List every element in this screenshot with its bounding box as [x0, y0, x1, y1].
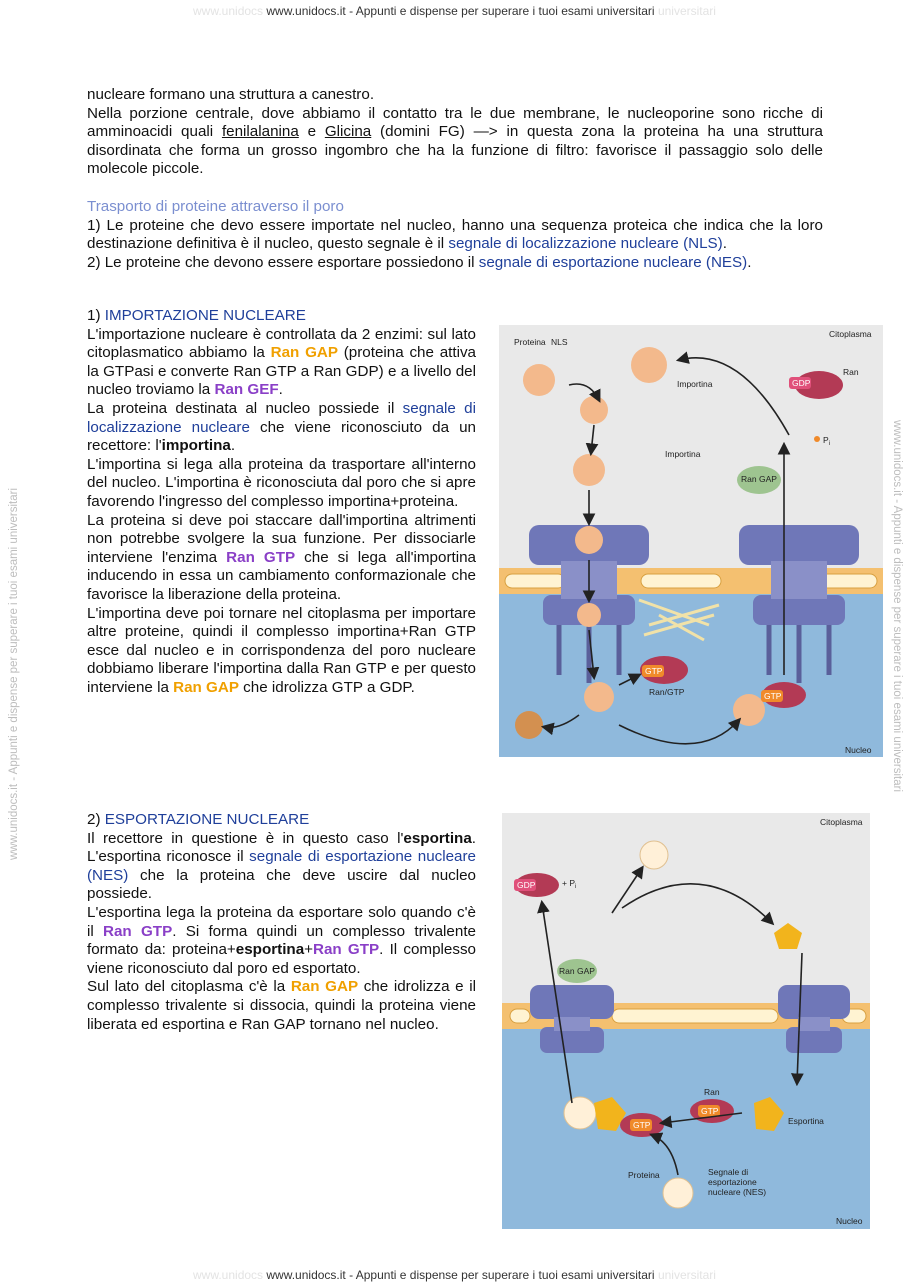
label-pi: + $P_i$	[562, 878, 577, 890]
label-nes-3: nucleare (NES)	[708, 1187, 767, 1197]
label-ran: Ran	[704, 1087, 720, 1097]
label-ran-gtp: Ran/GTP	[649, 687, 685, 697]
protein-released	[640, 841, 668, 869]
export-paragraph-1: Il recettore in questione è in questo caso l'esportina. L'esportina riconosce il segnale di esportazione nucleare (NES) che la proteina che deve uscire dal nucleo possiede.	[87, 829, 477, 903]
intro-line: nucleare formano una struttura a canestro.	[87, 86, 375, 103]
page-footer: www.unidocs www.unidocs.it - Appunti e dispense per superare i tuoi esami universitari universitari	[193, 1268, 716, 1282]
label-ran-gap: Ran GAP	[741, 474, 777, 484]
export-pore-right	[778, 985, 850, 1053]
protein-blob	[523, 364, 555, 396]
label-proteina: Proteina	[514, 337, 546, 347]
page-header: www.unidocs www.unidocs.it - Appunti e dispense per superare i tuoi esami universitari universitari	[193, 4, 716, 18]
import-paragraph-2: La proteina destinata al nucleo possiede il segnale di localizzazione nucleare che viene riconosciuto da un recettore: l'importina.	[87, 399, 476, 455]
transport-point-2: 2) Le proteine che devono essere esportare possiedono il segnale di esportazione nucleare (NES).	[87, 253, 752, 271]
import-paragraph-4: La proteina si deve poi staccare dall'importina altrimenti non potrebbe svolgere la sua funzione. Per dissociarle interviene l'enzima Ran GTP che si lega all'importina inducendo in essa un cambiamento conformazionale che favorisce la liberazione della proteina.	[87, 511, 476, 603]
intro-section	[87, 86, 823, 179]
import-section	[87, 307, 476, 697]
transport-section	[87, 198, 823, 272]
importin-blob	[631, 347, 667, 383]
label-importina-1: Importina	[677, 379, 713, 389]
label-nls: NLS	[551, 337, 568, 347]
header-text: www.unidocs.it - Appunti e dispense per superare i tuoi esami universitari	[266, 4, 655, 18]
side-watermark-right: www.unidocs.it - Appunti e dispense per superare i tuoi esami universitari	[891, 420, 903, 793]
label-nes-1: Segnale di	[708, 1167, 749, 1177]
import-diagram	[499, 325, 883, 757]
intro-paragraph: Nella porzione centrale, dove abbiamo il contatto tra le due membrane, le nucleoporine sono ricche di amminoacidi quali fenilalanina e Glicina (domini FG) —> in questa zona la proteina ha una struttura disordinata che forma un grosso ingombro che ha la funzione di filtro: favorisce il passaggio solo delle molecole piccole.	[87, 104, 824, 178]
label-citoplasma: Citoplasma	[820, 817, 863, 827]
label-importina-2: Importina	[665, 449, 701, 459]
label-nes-2: esportazione	[708, 1177, 757, 1187]
label-gtp-1: GTP	[645, 666, 663, 676]
export-section	[87, 811, 476, 1034]
import-paragraph-5: L'importina deve poi tornare nel citoplasma per importare altre proteine, quindi il complesso importina+Ran GTP esce dal nucleo e in corrispondenza del poro nucleare dobbiamo liberare l'importina dalla Ran GTP e per questo interviene la Ran GAP che idrolizza GTP a GDP.	[87, 604, 476, 696]
import-paragraph-3: L'importina si lega alla proteina da trasportare all'interno del nucleo. L'importina è riconosciuta dal poro che si apre favorendo l'ingresso del complesso importina+proteina.	[87, 455, 476, 510]
export-paragraph-2: L'esportina lega la proteina da esportare solo quando c'è il Ran GTP. Si forma quindi un complesso trivalente formato da: proteina+esportina+Ran GTP. Il complesso viene riconosciuto dal poro ed esportato.	[87, 903, 476, 977]
label-gtp-2: GTP	[633, 1120, 651, 1130]
label-ran: Ran	[843, 367, 859, 377]
label-proteina: Proteina	[628, 1170, 660, 1180]
label-gtp-1: GTP	[701, 1106, 719, 1116]
label-gdp: GDP	[517, 880, 536, 890]
label-gdp: GDP	[792, 378, 811, 388]
side-watermark-left: www.unidocs.it - Appunti e dispense per superare i tuoi esami universitari	[8, 487, 20, 860]
transport-title: Trasporto di proteine attraverso il poro	[87, 198, 344, 215]
label-citoplasma: Citoplasma	[829, 329, 872, 339]
export-diagram	[502, 813, 870, 1229]
label-pi: $P_i$	[823, 435, 831, 447]
import-paragraph-1: L'importazione nucleare è controllata da 2 enzimi: sul lato citoplasmatico abbiamo la Ran GAP (proteina che attiva la GTPasi e converte Ran GTP a Ran GDP) e a livello del nucleo troviamo la Ran GEF.	[87, 325, 477, 399]
label-ran-gap: Ran GAP	[559, 966, 595, 976]
transport-point-1: 1) Le proteine che devo essere importate nel nucleo, hanno una sequenza proteica che indica che la loro destinazione definitiva è il nucleo, questo segnale è il segnale di localizzazione nucleare (NLS).	[87, 216, 823, 253]
label-gtp-2: GTP	[764, 691, 782, 701]
export-paragraph-3: Sul lato del citoplasma c'è la Ran GAP che idrolizza e il complesso trivalente si dissocia, quindi la proteina viene liberata ed esportina e Ran GAP tornano nel nucleo.	[87, 978, 476, 1033]
import-heading: 1) IMPORTAZIONE NUCLEARE	[87, 307, 306, 324]
footer-text: www.unidocs.it - Appunti e dispense per superare i tuoi esami universitari	[266, 1268, 655, 1282]
label-nucleo: Nucleo	[845, 745, 872, 755]
label-nucleo: Nucleo	[836, 1216, 863, 1226]
label-esportina: Esportina	[788, 1116, 824, 1126]
export-pore-left	[530, 985, 614, 1053]
export-heading: 2) ESPORTAZIONE NUCLEARE	[87, 811, 310, 828]
